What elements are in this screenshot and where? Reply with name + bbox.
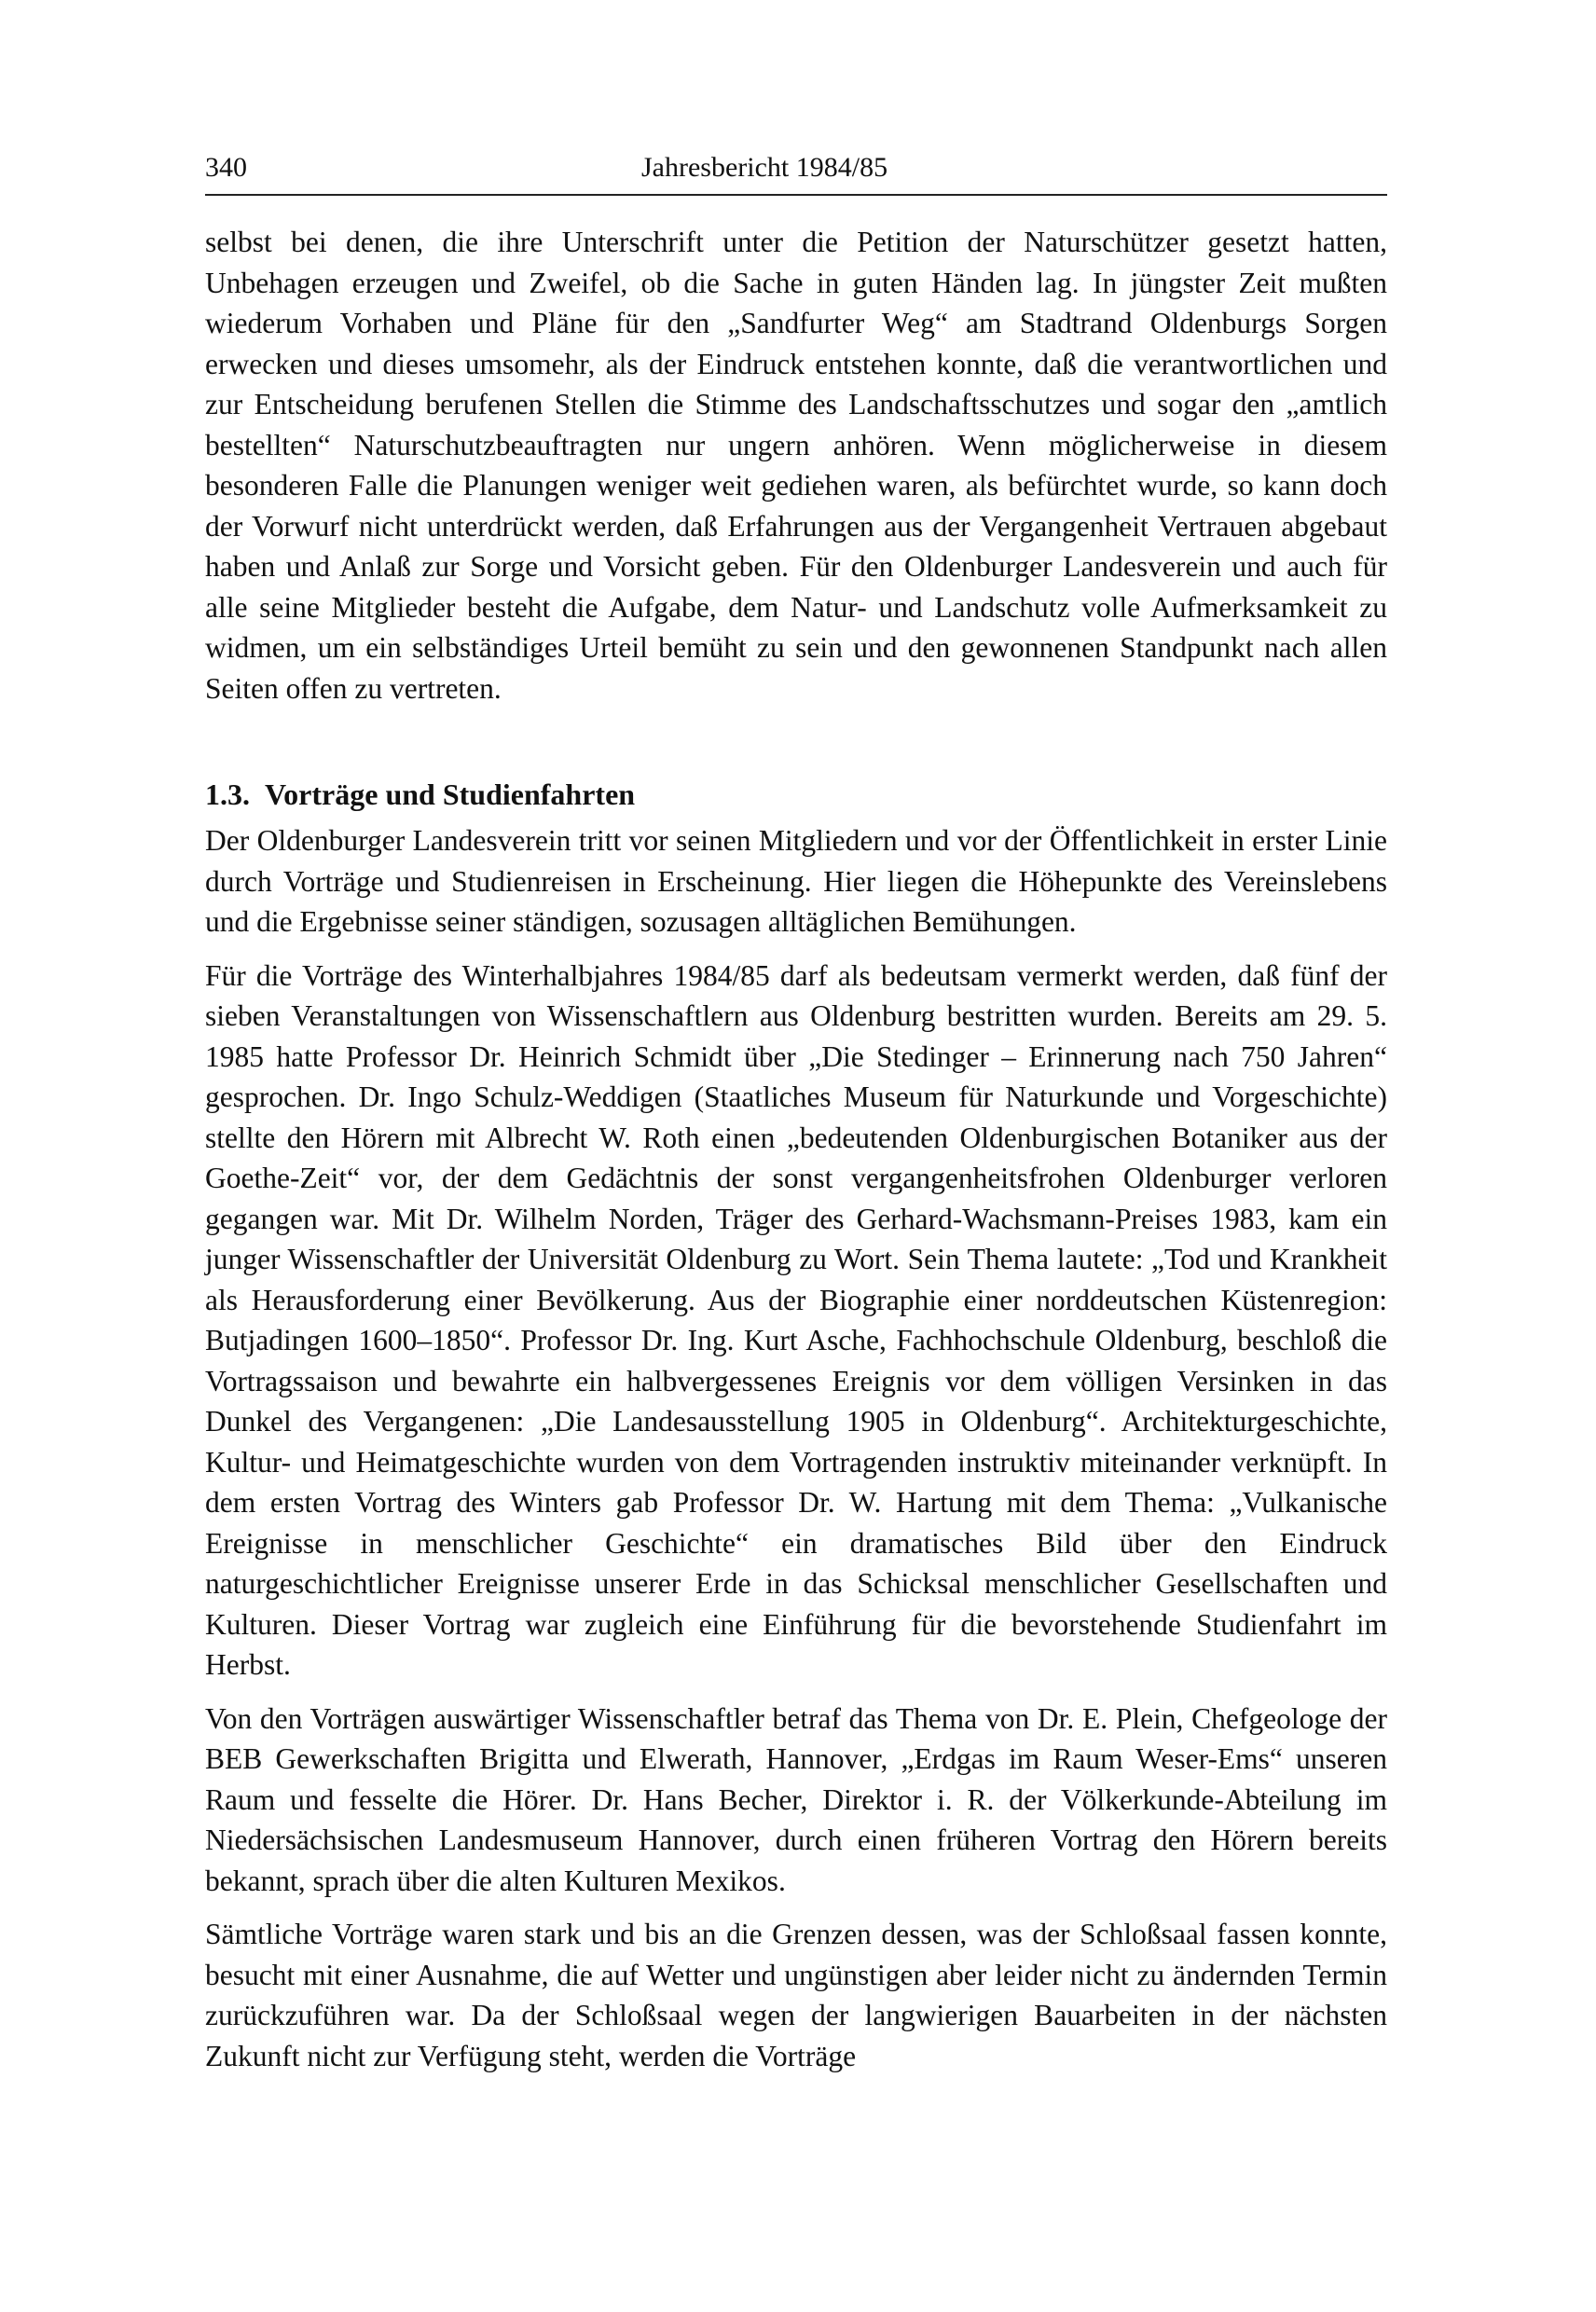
paragraph: Sämtliche Vorträge waren stark und bis an die Grenzen dessen, was der Schloßsaal fassen konnte, besucht mit einer Ausnahme, die auf Wetter und ungünstigen aber leider nicht zu ändernden Termin zurückzuführen war. Da der Schloßsaal wegen der langwierigen Bauarbeiten in der nächsten Zukunft nicht zur Verfügung steht, werden die Vorträge <box>205 1918 1387 2072</box>
section-number: 1.3. <box>205 778 250 811</box>
header-rule <box>205 194 1387 196</box>
body-text <box>205 222 1387 2076</box>
document-page <box>205 149 1387 2076</box>
paragraph: selbst bei denen, die ihre Unterschrift unter die Petition der Naturschützer gesetzt hatten, Unbehagen erzeugen und Zweifel, ob die Sache in guten Händen lag. In jüngster Zeit mußten wiederum Vorhaben und Pläne für den „Sandfurter Weg“ am Stadtrand Oldenburgs Sorgen erwecken und dieses umsomehr, als der Eindruck entstehen konnte, daß die verantwortlichen und zur Entscheidung berufenen Stellen die Stimme des Landschaftsschutzes und sogar den „amtlich bestellten“ Naturschutzbeauftragten nur ungern anhören. Wenn möglicherweise in diesem besonderen Falle die Planungen weniger weit gediehen waren, als befürchtet wurde, so kann doch der Vorwurf nicht unterdrückt werden, daß Erfahrungen aus der Vergangenheit Vertrauen abgebaut haben und Anlaß zur Sorge und Vorsicht geben. Für den Oldenburger Landesverein und auch für alle seine Mitglieder besteht die Aufgabe, dem Natur- und Landschutz volle Aufmerksamkeit zu widmen, um ein selbständiges Urteil bemüht zu sein und den gewonnenen Standpunkt nach allen Seiten offen zu vertreten. <box>205 226 1387 705</box>
running-title: Jahresbericht 1984/85 <box>641 152 888 183</box>
paragraph: Für die Vorträge des Winterhalbjahres 1984/85 darf als bedeutsam vermerkt werden, daß fünf der sieben Veranstaltungen von Wissenschaftlern aus Oldenburg bestritten wurden. Bereits am 29. 5. 1985 hatte Professor Dr. Heinrich Schmidt über „Die Stedinger – Erinnerung nach 750 Jahren“ gesprochen. Dr. Ingo Schulz-Weddigen (Staatliches Museum für Naturkunde und Vorgeschichte) stellte den Hörern mit Albrecht W. Roth einen „bedeutenden Oldenburgischen Botaniker aus der Goethe-Zeit“ vor, der dem Gedächtnis der sonst vergangenheitsfrohen Oldenburger verloren gegangen war. Mit Dr. Wilhelm Norden, Träger des Gerhard-Wachsmann-Preises 1983, kam ein junger Wissenschaftler der Universität Oldenburg zu Wort. Sein Thema lautete: „Tod und Krankheit als Herausforderung einer Bevölkerung. Aus der Biographie einer norddeutschen Küstenregion: Butjadingen 1600–1850“. Professor Dr. Ing. Kurt Asche, Fachhochschule Oldenburg, beschloß die Vortragssaison und bewahrte ein halbvergessenes Ereignis vor dem völligen Versinken in das Dunkel des Vergangenen: „Die Landesausstellung 1905 in Oldenburg“. Architekturgeschichte, Kultur- und Heimatgeschichte wurden von dem Vortragenden instruktiv miteinander verknüpft. In dem ersten Vortrag des Winters gab Professor Dr. W. Hartung mit dem Thema: „Vulkanische Ereignisse in menschlicher Geschichte“ ein dramatisches Bild über den Eindruck naturgeschichtlicher Ereignisse unserer Erde in das Schicksal menschlicher Gesellschaften und Kulturen. Dieser Vortrag war zugleich eine Einführung für die bevorstehende Studienfahrt im Herbst. <box>205 958 1387 1681</box>
paragraph: Der Oldenburger Landesverein tritt vor seinen Mitgliedern und vor der Öffentlichkeit in erster Linie durch Vorträge und Studienreisen in Erscheinung. Hier liegen die Höhepunkte des Vereinslebens und die Ergebnisse seiner ständigen, sozusagen alltäglichen Bemühungen. <box>205 824 1387 938</box>
section-title: Vorträge und Studienfahrten <box>265 778 636 811</box>
page-number: 340 <box>205 152 247 183</box>
paragraph: Von den Vorträgen auswärtiger Wissenschaftler betraf das Thema von Dr. E. Plein, Chefgeologe der BEB Gewerkschaften Brigitta und Elwerath, Hannover, „Erdgas im Raum Weser-Ems“ unseren Raum und fesselte die Hörer. Dr. Hans Becher, Direktor i. R. der Völkerkunde-Abteilung im Niedersächsischen Landesmuseum Hannover, durch einen früheren Vortrag den Hörern bereits bekannt, sprach über die alten Kulturen Mexikos. <box>205 1701 1387 1897</box>
section-heading <box>205 774 1387 815</box>
running-header <box>205 149 1387 190</box>
